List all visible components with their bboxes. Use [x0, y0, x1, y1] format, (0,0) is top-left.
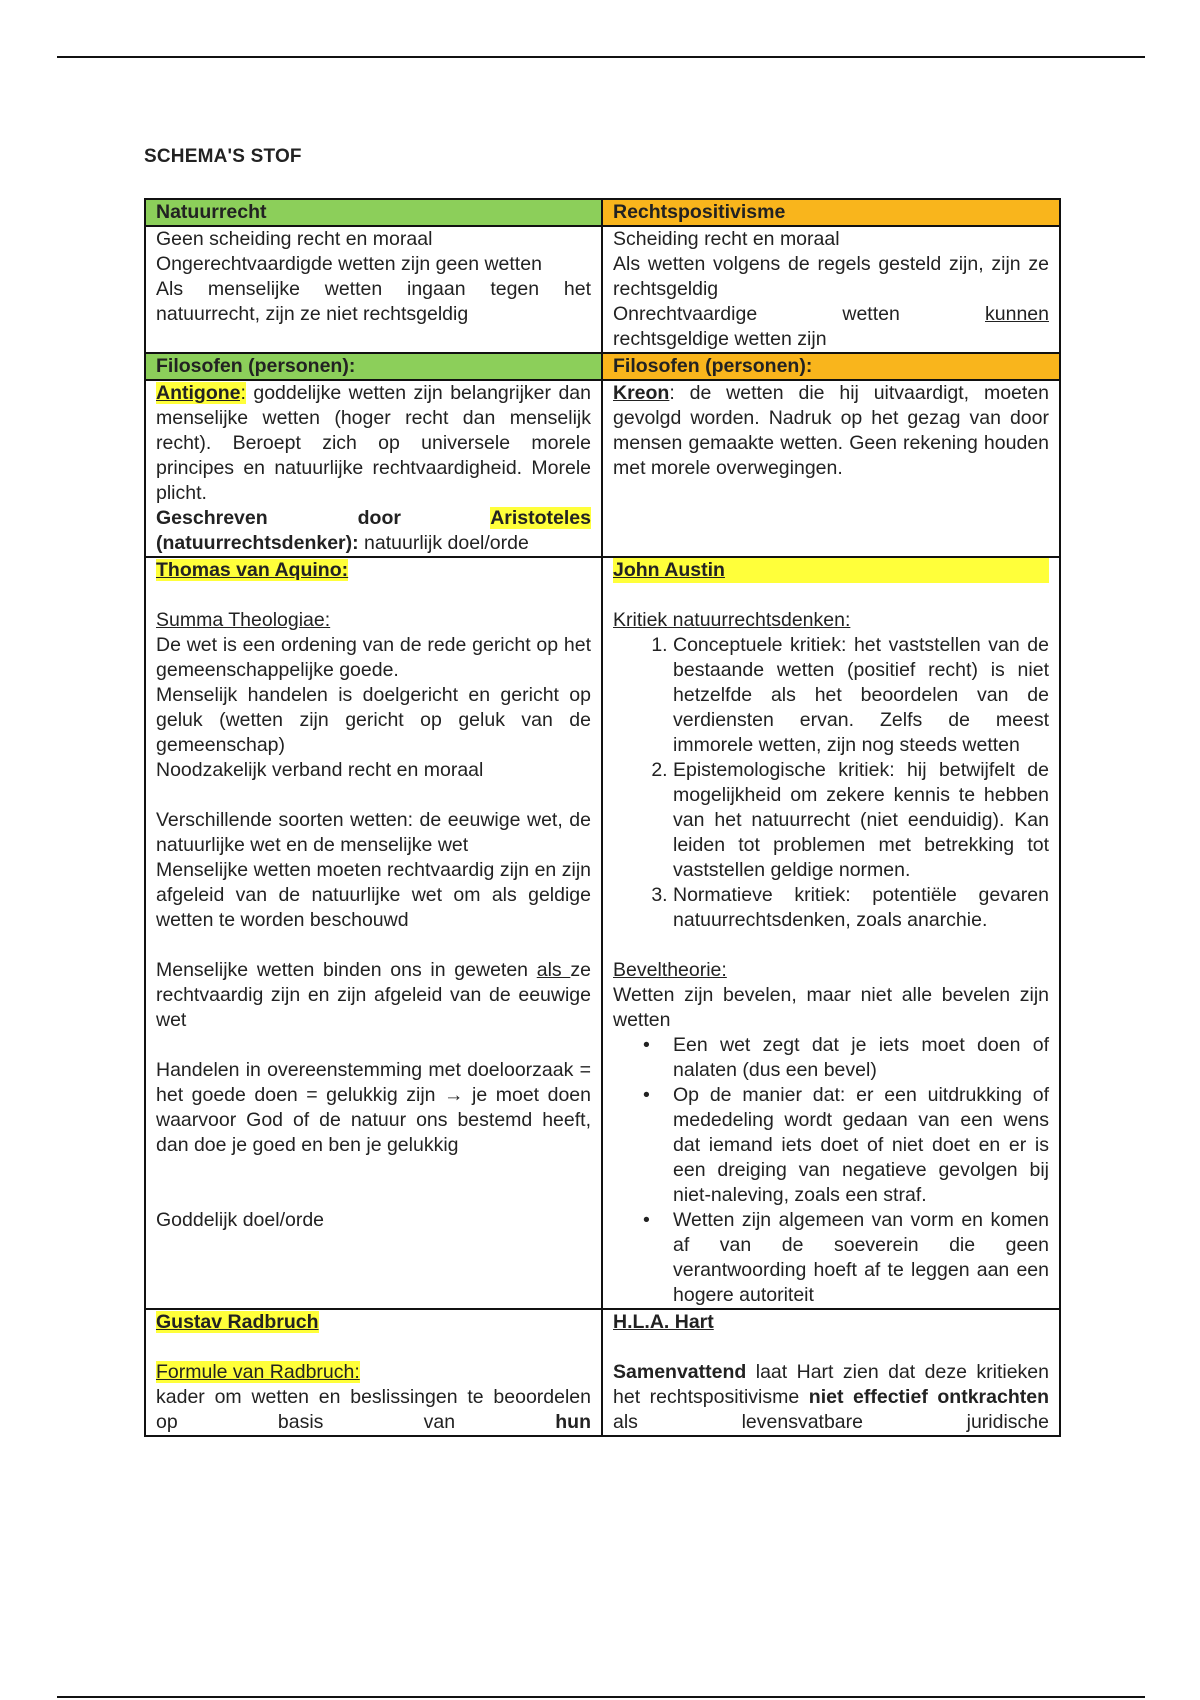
austin-cell: John Austin Kritiek natuurrechtsdenken: 1. Conceptuele kritiek: het vaststellen van de bestaande wetten (positief recht) is niet hetzelfde als het beoordelen van de verdiensten ervan. Zelfs de meest immorele wetten, zijn nog steeds wetten 2. Epistemologische kritiek: hij betwijfelt de mogelijkheid om zekere kennis te hebben van het natuurrecht (niet eenduidig). Kan leiden tot problemen met betrekking tot vaststellen geldige normen. 3. Normatieve kritiek: potentiële gevaren natuurrechtsdenken, zoals anarchie. Beveltheorie: Wetten zijn bevelen, maar niet alle bevelen zijn wetten • Een wet zegt dat je iets moet doen of nalaten (dus een bevel) • Op de manier dat: er een uitdrukking of mededeling wordt gedaan van een wens dat iemand iets doet of niet doet en er is een dreiging van negatieve gevolgen bij niet-naleving, zoals een straf. • Wetten zijn algemeen van vorm en komen af van de soeverein die geen verantwoording hoeft af te leggen aan een hogere autoriteit — [602, 557, 1060, 1309]
list-item: 2. Epistemologische kritiek: hij betwijfelt de mogelijkheid om zekere kennis te hebben van het natuurrecht (niet eenduidig). Kan leiden tot problemen met betrekking tot vaststellen geldige normen. — [673, 758, 1049, 883]
aristoteles-line: Geschreven door Aristoteles — [156, 507, 591, 529]
philosophers-header-left: Filosofen (personen): — [145, 353, 602, 380]
critique-title: Kritiek natuurrechtsdenken: — [613, 609, 851, 631]
radbruch-name: Gustav Radbruch — [156, 1311, 319, 1333]
list-item: • Wetten zijn algemeen van vorm en komen af van de soeverein die geen verantwoording hoeft af te leggen aan een hogere autoriteit — [643, 1209, 1049, 1306]
antigone-paragraph: Antigone: goddelijke wetten zijn belangrijker dan menselijke wetten (hoger recht dan menselijk recht). Beroept zich op universele morele principes en natuurlijke rechtvaardigheid. Morele plicht. — [156, 382, 591, 504]
hart-name: H.L.A. Hart — [613, 1311, 714, 1333]
table-row — [145, 1309, 1060, 1436]
header-natuurrecht: Natuurrecht — [145, 199, 602, 226]
aquino-cell: Thomas van Aquino: Summa Theologiae: De wet is een ordening van de rede gericht op het gemeenschappelijke goede. Menselijk handelen is doelgericht en gericht op geluk (wetten zijn gericht op geluk van de gemeenschap) Noodzakelijk verband recht en moraal Verschillende soorten wetten: de eeuwige wet, de natuurlijke wet en de menselijke wet Menselijke wetten moeten rechtvaardig zijn en zijn afgeleid van de natuurlijke wet om als geldige wetten te worden beschouwd Menselijke wetten binden ons in geweten als ze rechtvaardig zijn en zijn afgeleid van de eeuwige wet Handelen in overeenstemming met doeloorzaak = het goede doen = gelukkig zijn → je moet doen waarvoor God of de natuur ons bestemd heeft, dan doe je goed en ben je gelukkig Goddelijk doel/orde — [145, 557, 602, 1309]
table-row — [145, 557, 1060, 1309]
radbruch-cell: Gustav Radbruch Formule van Radbruch: kader om wetten en beslissingen te beoordelen op basis van hun — [145, 1309, 602, 1436]
summa-title: Summa Theologiae: — [156, 609, 331, 631]
list-item: Onrechtvaardige wetten kunnen — [613, 303, 1049, 325]
kreon-name: Kreon — [613, 382, 670, 404]
antigone-cell: Antigone: goddelijke wetten zijn belangrijker dan menselijke wetten (hoger recht dan menselijk recht). Beroept zich op universele morele principes en natuurlijke rechtvaardigheid. Morele plicht. Geschreven door Aristoteles (natuurrechtsdenker): natuurlijk doel/orde — [145, 380, 602, 557]
table-row — [145, 226, 1060, 353]
command-theory-title: Beveltheorie: — [613, 959, 727, 981]
hart-cell: H.L.A. Hart Samenvattend laat Hart zien dat deze kritieken het rechtspositivisme niet effectief ontkrachten als levensvatbare juridische — [602, 1309, 1060, 1436]
table-row — [145, 199, 1060, 226]
aquino-name: Thomas van Aquino: — [156, 559, 349, 581]
austin-name: John Austin — [613, 559, 725, 581]
list-item: Geen scheiding recht en moraal — [156, 228, 433, 250]
critique-list — [613, 633, 1049, 933]
bottom-rule — [57, 1696, 1145, 1698]
list-item: Als menselijke wetten ingaan tegen het natuurrecht, zijn ze niet rechtsgeldig — [156, 278, 591, 325]
natuurrecht-definition — [145, 226, 602, 353]
list-item: rechtsgeldige wetten zijn — [613, 328, 827, 350]
kreon-cell — [602, 380, 1060, 557]
list-item: Als wetten volgens de regels gesteld zijn, zijn ze rechtsgeldig — [613, 253, 1049, 300]
antigone-name: Antigone — [156, 382, 241, 404]
top-rule — [57, 56, 1145, 58]
page-title: SCHEMA'S STOF — [144, 146, 302, 167]
rechtspositivisme-definition — [602, 226, 1060, 353]
radbruch-formula: Formule van Radbruch: — [156, 1361, 360, 1383]
philosophers-header-right: Filosofen (personen): — [602, 353, 1060, 380]
table-row — [145, 380, 1060, 557]
list-item: • Een wet zegt dat je iets moet doen of nalaten (dus een bevel) — [643, 1034, 1049, 1081]
list-item: Scheiding recht en moraal — [613, 228, 840, 250]
schema-table — [144, 198, 1061, 1437]
list-item: Ongerechtvaardigde wetten zijn geen wetten — [156, 253, 542, 275]
list-item: • Op de manier dat: er een uitdrukking of mededeling wordt gedaan van een wens dat iemand iets doet of niet doet en er is een dreiging van negatieve gevolgen bij niet-naleving, zoals een straf. — [643, 1084, 1049, 1206]
kreon-paragraph: Kreon: de wetten die hij uitvaardigt, moeten gevolgd worden. Nadruk op het gezag van door mensen gemaakte wetten. Geen rekening houden met morele overwegingen. — [613, 382, 1049, 479]
aristoteles-name: Aristoteles — [490, 507, 591, 529]
command-list — [613, 1033, 1049, 1308]
list-item: 3. Normatieve kritiek: potentiële gevaren natuurrechtsdenken, zoals anarchie. — [673, 883, 1049, 933]
header-rechtspositivisme: Rechtspositivisme — [602, 199, 1060, 226]
list-item: 1. Conceptuele kritiek: het vaststellen van de bestaande wetten (positief recht) is niet hetzelfde als het beoordelen van de verdiensten ervan. Zelfs de meest immorele wetten, zijn nog steeds wetten — [673, 633, 1049, 758]
table-row — [145, 353, 1060, 380]
